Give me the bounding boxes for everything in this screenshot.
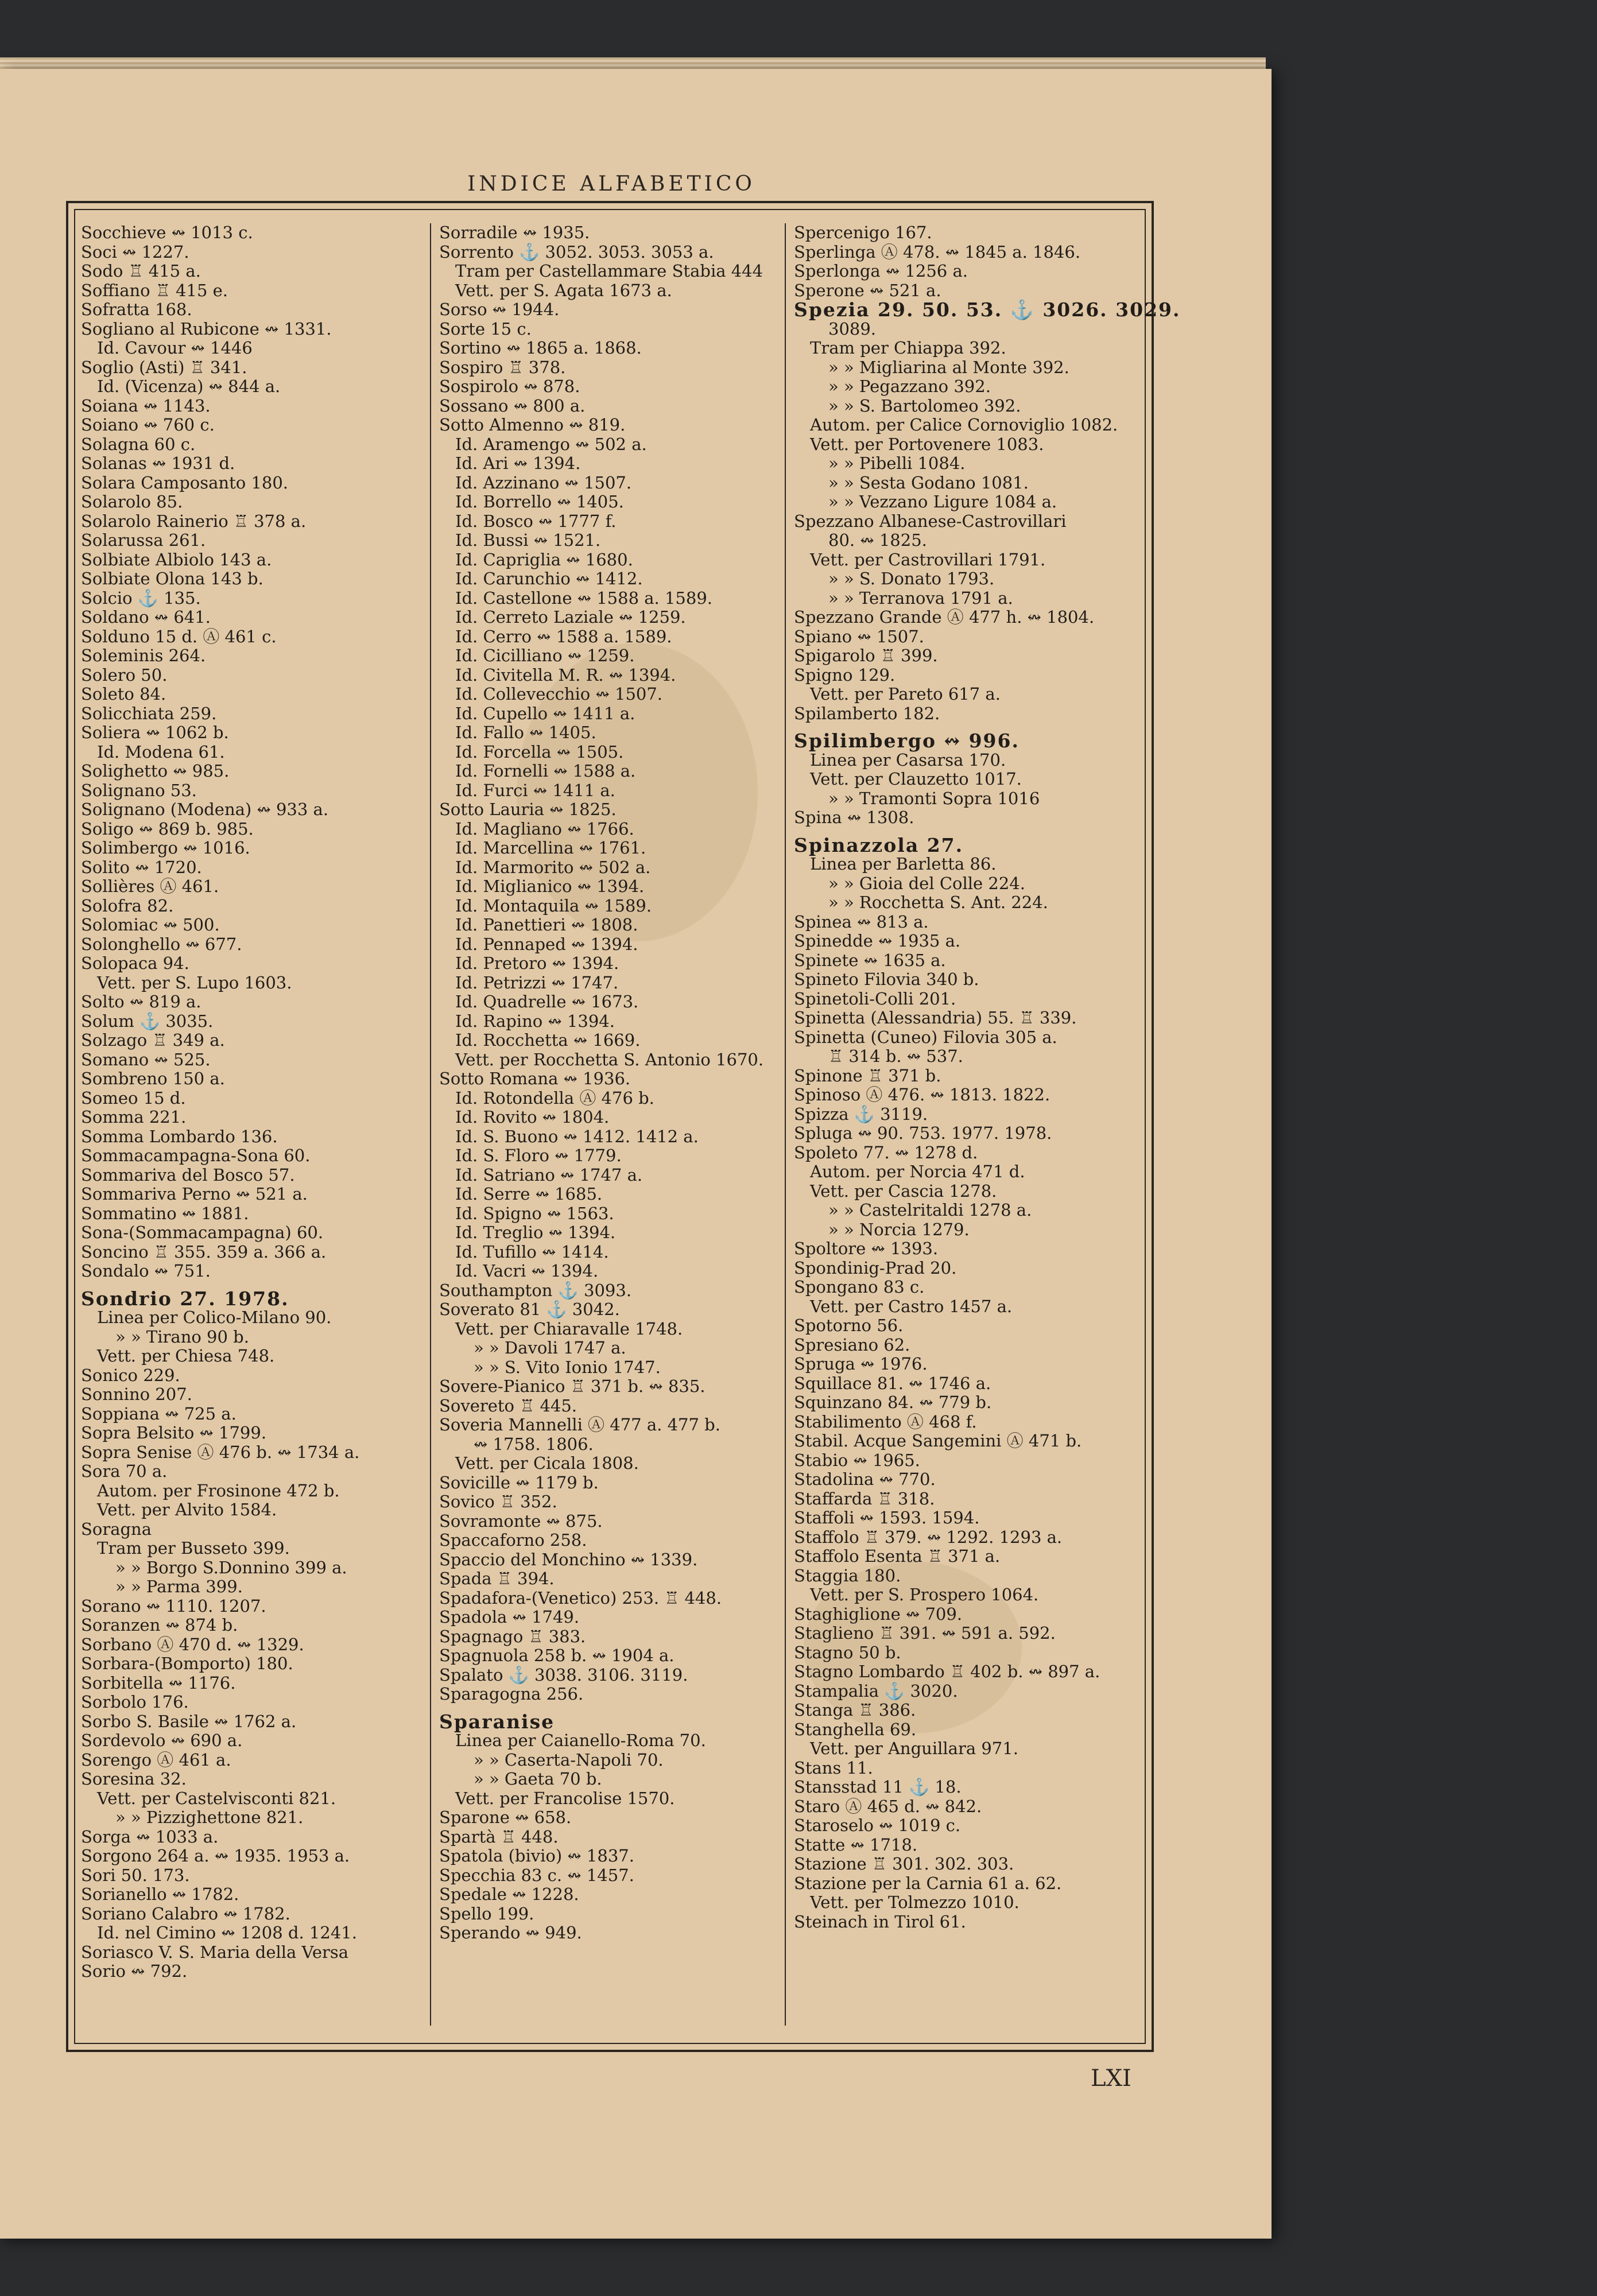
index-entry: Autom. per Frosinone 472 b. [97, 1480, 340, 1500]
index-entry: Solarolo Rainerio ♖ 378 a. [81, 511, 307, 531]
index-entry: Autom. per Calice Cornoviglio 1082. [810, 415, 1118, 435]
index-entry: Sperando ↭ 949. [439, 1923, 582, 1942]
index-entry: Socchieve ↭ 1013 c. [81, 223, 253, 242]
index-entry: » » Terranova 1791 a. [828, 588, 1013, 608]
index-entry: Soriano Calabro ↭ 1782. [81, 1903, 290, 1923]
index-entry: Spigno 129. [794, 665, 896, 685]
index-entry: Sperlonga ↭ 1256 a. [794, 261, 968, 281]
index-entry: Sorso ↭ 1944. [439, 300, 560, 319]
index-entry: Stazione ♖ 301. 302. 303. [794, 1854, 1014, 1874]
index-entry: Staffoli ↭ 1593. 1594. [794, 1508, 980, 1527]
index-entry: Vett. per S. Prospero 1064. [810, 1585, 1039, 1604]
index-entry: Id. Miglianico ↭ 1394. [455, 876, 645, 896]
index-entry: Sopra Belsito ↭ 1799. [81, 1423, 267, 1442]
index-entry: Stampalia ⚓ 3020. [794, 1681, 958, 1701]
index-entry: Solcio ⚓ 135. [81, 588, 201, 608]
index-entry: Id. Castellone ↭ 1588 a. 1589. [455, 588, 712, 608]
index-entry: » » Norcia 1279. [828, 1219, 970, 1239]
index-entry: Sospiro ♖ 378. [439, 357, 566, 377]
index-entry: Vett. per Francolise 1570. [455, 1788, 675, 1808]
index-entry: Id. Azzinano ↭ 1507. [455, 472, 632, 492]
index-entry: Linea per Casarsa 170. [810, 750, 1006, 770]
index-entry: Spondinig-Prad 20. [794, 1258, 957, 1278]
index-entry: Sogliano al Rubicone ↭ 1331. [81, 319, 332, 339]
index-entry: Sparanise [439, 1710, 555, 1733]
index-entry: Sorianello ↭ 1782. [81, 1884, 239, 1904]
index-entry: Spezzano Albanese-Castrovillari [794, 511, 1067, 531]
index-entry: Id. Treglio ↭ 1394. [455, 1223, 616, 1242]
index-entry: Solbiate Olona 143 b. [81, 569, 263, 588]
index-entry: Sorrento ⚓ 3052. 3053. 3053 a. [439, 242, 714, 262]
index-entry: Steinach in Tirol 61. [794, 1911, 966, 1932]
index-entry: » » S. Bartolomeo 392. [828, 395, 1021, 416]
index-entry: » » Vezzano Ligure 1084 a. [828, 492, 1057, 511]
index-entry: Id. Marcellina ↭ 1761. [455, 838, 646, 858]
index-entry: Stabio ↭ 1965. [794, 1450, 920, 1470]
index-entry: Spedale ↭ 1228. [439, 1884, 579, 1904]
index-entry: Spizza ⚓ 3119. [794, 1104, 928, 1124]
index-entry: Sommariva Perno ↭ 521 a. [81, 1184, 308, 1204]
index-entry: Spalato ⚓ 3038. 3106. 3119. [439, 1665, 688, 1685]
index-entry: Sorte 15 c. [439, 319, 532, 339]
index-entry: Id. Rovito ↭ 1804. [455, 1107, 610, 1127]
index-entry: Stansstad 11 ⚓ 18. [794, 1777, 962, 1797]
index-entry: Sommatino ↭ 1881. [81, 1203, 249, 1223]
index-entry: Sodo ♖ 415 a. [81, 261, 201, 281]
index-entry: Id. Pretoro ↭ 1394. [455, 953, 619, 973]
index-entry: Autom. per Norcia 471 d. [810, 1162, 1025, 1181]
index-entry: Sorbolo 176. [81, 1692, 189, 1712]
index-entry: Spello 199. [439, 1903, 534, 1923]
index-entry: Id. Magliano ↭ 1766. [455, 819, 634, 839]
index-entry: Spinea ↭ 813 a. [794, 912, 929, 932]
index-entry: Somma 221. [81, 1107, 187, 1127]
index-entry: Id. Quadrelle ↭ 1673. [455, 992, 639, 1011]
index-entry: Sorbara-(Bomporto) 180. [81, 1654, 293, 1673]
index-entry: 80. ↭ 1825. [828, 530, 927, 550]
index-entry: Soci ↭ 1227. [81, 242, 189, 262]
index-entry: Stagno 50 b. [794, 1642, 901, 1662]
index-entry: Vett. per Chiesa 748. [97, 1346, 275, 1366]
index-entry: Spoltore ↭ 1393. [794, 1239, 939, 1258]
index-entry: Stazione per la Carnia 61 a. 62. [794, 1873, 1062, 1893]
index-entry: Soiano ↭ 760 c. [81, 415, 215, 435]
index-entry: » » Gaeta 70 b. [474, 1769, 602, 1789]
index-entry: Spilamberto 182. [794, 703, 940, 723]
index-entry: Spadafora-(Venetico) 253. ♖ 448. [439, 1588, 722, 1608]
index-entry: » » Pegazzano 392. [828, 377, 991, 396]
index-entry: Squinzano 84. ↭ 779 b. [794, 1393, 992, 1412]
index-entry: Id. Pennaped ↭ 1394. [455, 934, 638, 954]
index-entry: » » Tramonti Sopra 1016 [828, 788, 1040, 808]
index-entry: » » Migliarina al Monte 392. [828, 357, 1069, 377]
index-entry: Spresiano 62. [794, 1335, 910, 1355]
index-entry: Specchia 83 c. ↭ 1457. [439, 1865, 634, 1885]
index-entry: » » Pibelli 1084. [828, 453, 966, 473]
index-entry: » » S. Vito Ionio 1747. [474, 1357, 661, 1377]
index-entry: Solignano (Modena) ↭ 933 a. [81, 800, 329, 819]
index-entry: Id. Bussi ↭ 1521. [455, 530, 601, 550]
index-entry: Id. Spigno ↭ 1563. [455, 1203, 614, 1223]
index-entry: Sorio ↭ 792. [81, 1961, 188, 1981]
index-entry: Id. nel Cimino ↭ 1208 d. 1241. [97, 1923, 357, 1942]
index-entry: Spada ♖ 394. [439, 1569, 555, 1588]
index-entry: Sorga ↭ 1033 a. [81, 1826, 219, 1847]
index-entry: Id. Fallo ↭ 1405. [455, 723, 596, 742]
index-entry: Id. Fornelli ↭ 1588 a. [455, 761, 636, 781]
index-entry: Solagna 60 c. [81, 434, 196, 454]
index-entry: Id. Collevecchio ↭ 1507. [455, 684, 663, 704]
index-entry: Vett. per S. Agata 1673 a. [455, 280, 672, 300]
index-entry: » » Davoli 1747 a. [474, 1338, 626, 1358]
index-entry: Soiana ↭ 1143. [81, 395, 211, 416]
index-entry: » » Tirano 90 b. [115, 1327, 249, 1347]
index-entry: Sorbano Ⓐ 470 d. ↭ 1329. [81, 1634, 304, 1654]
index-entry: Id. Furci ↭ 1411 a. [455, 780, 615, 800]
index-entry: Solimbergo ↭ 1016. [81, 838, 250, 858]
index-entry: Spineto Filovia 340 b. [794, 969, 979, 989]
index-entry: Stabil. Acque Sangemini Ⓐ 471 b. [794, 1431, 1082, 1450]
index-entry: Sondrio 27. 1978. [81, 1287, 289, 1310]
index-entry: Staffolo Esenta ♖ 371 a. [794, 1546, 1001, 1566]
index-entry: Sofratta 168. [81, 300, 192, 319]
index-entry: Id. Civitella M. R. ↭ 1394. [455, 665, 676, 685]
index-entry: Vett. per Clauzetto 1017. [810, 769, 1022, 789]
index-entry: Solonghello ↭ 677. [81, 934, 242, 954]
index-entry: » » Borgo S.Donnino 399 a. [115, 1557, 347, 1577]
index-entry: Spinete ↭ 1635 a. [794, 950, 946, 970]
index-entry: Id. Cupello ↭ 1411 a. [455, 703, 635, 723]
index-entry: Vett. per Castelvisconti 821. [97, 1788, 336, 1808]
index-entry: Spinedde ↭ 1935 a. [794, 931, 961, 951]
index-entry: Stanga ♖ 386. [794, 1700, 916, 1720]
index-entry: Id. Ari ↭ 1394. [455, 453, 581, 473]
index-entry: Soveria Mannelli Ⓐ 477 a. 477 b. [439, 1415, 720, 1434]
index-entry: Spadola ↭ 1749. [439, 1607, 580, 1627]
index-entry: Solito ↭ 1720. [81, 857, 202, 877]
index-entry: Stagno Lombardo ♖ 402 b. ↭ 897 a. [794, 1662, 1100, 1681]
index-entry: Soragna [81, 1519, 152, 1539]
index-entry: Id. Montaquila ↭ 1589. [455, 895, 652, 916]
index-entry: Id. Cavour ↭ 1446 [97, 338, 253, 358]
index-entry: Spongano 83 c. [794, 1277, 925, 1297]
index-entry: Sovicille ↭ 1179 b. [439, 1472, 599, 1492]
index-entry: Sorano ↭ 1110. 1207. [81, 1596, 266, 1616]
index-entry: Spinoso Ⓐ 476. ↭ 1813. 1822. [794, 1085, 1051, 1104]
index-entry: » » Castelritaldi 1278 a. [828, 1200, 1032, 1220]
index-entry: Spatola (bivio) ↭ 1837. [439, 1846, 634, 1865]
index-entry: Spinone ♖ 371 b. [794, 1065, 941, 1085]
index-entry: Sordevolo ↭ 690 a. [81, 1731, 243, 1750]
index-entry: Id. Vacri ↭ 1394. [455, 1261, 599, 1281]
index-entry: Solduno 15 d. Ⓐ 461 c. [81, 626, 277, 646]
index-entry: Sparagogna 256. [439, 1684, 584, 1704]
index-entry: Spinazzola 27. [794, 833, 964, 856]
index-entry: Soleminis 264. [81, 646, 206, 665]
index-entry: Solto ↭ 819 a. [81, 992, 201, 1011]
index-entry: Solara Camposanto 180. [81, 472, 289, 492]
index-entry: Spagnago ♖ 383. [439, 1626, 586, 1646]
index-entry: Solzago ♖ 349 a. [81, 1030, 225, 1050]
index-entry: Linea per Caianello-Roma 70. [455, 1731, 706, 1750]
index-entry: Id. (Vicenza) ↭ 844 a. [97, 377, 281, 396]
index-entry: Id. Forcella ↭ 1505. [455, 742, 624, 762]
index-entry: Id. Tufillo ↭ 1414. [455, 1242, 609, 1262]
index-entry: Spinetta (Alessandria) 55. ♖ 339. [794, 1008, 1077, 1027]
index-entry: Vett. per Cicala 1808. [455, 1453, 639, 1473]
index-entry: Staglieno ♖ 391. ↭ 591 a. 592. [794, 1623, 1056, 1643]
index-entry: Staroselo ↭ 1019 c. [794, 1816, 961, 1835]
index-entry: Id. Cerro ↭ 1588 a. 1589. [455, 626, 672, 646]
index-entry: Vett. per S. Lupo 1603. [97, 972, 292, 992]
index-entry: Sorradile ↭ 1935. [439, 223, 590, 242]
index-entry: Id. Rotondella Ⓐ 476 b. [455, 1088, 654, 1108]
index-entry: Staghiglione ↭ 709. [794, 1604, 963, 1624]
index-entry: Tram per Chiappa 392. [810, 338, 1006, 358]
index-entry: Southampton ⚓ 3093. [439, 1280, 632, 1300]
index-entry: Tram per Busseto 399. [97, 1538, 290, 1558]
index-column-1 [81, 223, 420, 2026]
index-entry: Spigarolo ♖ 399. [794, 646, 938, 665]
index-entry: Soffiano ♖ 415 e. [81, 280, 228, 300]
index-entry: Soldano ↭ 641. [81, 607, 211, 627]
index-entry: Vett. per Alvito 1584. [97, 1500, 277, 1519]
index-entry: Vett. per Cascia 1278. [810, 1181, 997, 1201]
index-entry: Sommacampagna-Sona 60. [81, 1146, 311, 1165]
index-entry: 3089. [828, 319, 877, 339]
index-entry: Sotto Romana ↭ 1936. [439, 1069, 631, 1088]
index-entry: Spiano ↭ 1507. [794, 626, 924, 646]
index-entry: Id. Panettieri ↭ 1808. [455, 915, 638, 934]
index-entry: Solbiate Albiolo 143 a. [81, 549, 272, 569]
index-entry: Solignano 53. [81, 780, 197, 800]
index-entry: Id. Capriglia ↭ 1680. [455, 549, 633, 569]
index-entry: Staffolo ♖ 379. ↭ 1292. 1293 a. [794, 1527, 1063, 1547]
index-entry: Solicchiata 259. [81, 703, 217, 723]
index-entry: Vett. per Castro 1457 a. [810, 1296, 1013, 1316]
index-entry: Stabilimento Ⓐ 468 f. [794, 1411, 977, 1432]
index-entry: Spluga ↭ 90. 753. 1977. 1978. [794, 1123, 1052, 1143]
index-entry: Sonico 229. [81, 1365, 180, 1385]
index-entry: Sollières Ⓐ 461. [81, 876, 219, 896]
index-entry: Soglio (Asti) ♖ 341. [81, 357, 247, 377]
index-entry: Id. Rocchetta ↭ 1669. [455, 1030, 641, 1050]
index-entry: Vett. per Castrovillari 1791. [810, 549, 1046, 569]
index-entry: » » Parma 399. [115, 1577, 243, 1596]
index-entry: Stanghella 69. [794, 1719, 917, 1739]
index-entry: Spartà ♖ 448. [439, 1826, 559, 1847]
index-entry: Spinetta (Cuneo) Filovia 305 a. [794, 1027, 1057, 1047]
index-entry: Sondalo ↭ 751. [81, 1261, 211, 1281]
index-entry: Staro Ⓐ 465 d. ↭ 842. [794, 1796, 982, 1816]
index-entry: Id. Aramengo ↭ 502 a. [455, 434, 647, 454]
index-entry: Vett. per Rocchetta S. Antonio 1670. [455, 1049, 764, 1069]
index-entry: Soppiana ↭ 725 a. [81, 1403, 237, 1424]
index-entry: Sommariva del Bosco 57. [81, 1165, 295, 1185]
index-entry: Solero 50. [81, 665, 168, 685]
index-entry: Soresina 32. [81, 1769, 187, 1789]
index-entry: Sossano ↭ 800 a. [439, 395, 586, 416]
index-entry: Spoleto 77. ↭ 1278 d. [794, 1142, 978, 1162]
index-entry: » » S. Donato 1793. [828, 569, 995, 588]
index-entry: Stans 11. [794, 1758, 873, 1778]
index-entry: Soverato 81 ⚓ 3042. [439, 1300, 620, 1319]
index-entry: Id. Serre ↭ 1685. [455, 1184, 603, 1204]
index-entry: Solarussa 261. [81, 530, 206, 550]
index-column-3 [785, 223, 1181, 2026]
index-entry: Id. S. Buono ↭ 1412. 1412 a. [455, 1126, 699, 1146]
index-entry: Spinetoli-Colli 201. [794, 988, 956, 1009]
index-entry: » » Sesta Godano 1081. [828, 472, 1029, 492]
index-entry: Vett. per Anguillara 971. [810, 1739, 1018, 1758]
index-entry: ♖ 314 b. ↭ 537. [828, 1046, 963, 1066]
index-entry: Soncino ♖ 355. 359 a. 366 a. [81, 1242, 327, 1262]
index-entry: Id. Cerreto Laziale ↭ 1259. [455, 607, 686, 627]
index-entry: Linea per Colico-Milano 90. [97, 1308, 332, 1327]
index-entry: Spruga ↭ 1976. [794, 1354, 928, 1374]
index-entry: Soranzen ↭ 874 b. [81, 1615, 238, 1635]
index-entry: » » Pizzighettone 821. [115, 1808, 304, 1827]
index-entry: Spagnuola 258 b. ↭ 1904 a. [439, 1646, 675, 1665]
index-entry: Sospirolo ↭ 878. [439, 377, 580, 396]
index-entry: Sotto Lauria ↭ 1825. [439, 800, 617, 819]
index-entry: Sperone ↭ 521 a. [794, 280, 941, 300]
index-entry: Soleto 84. [81, 684, 166, 704]
index-entry: Sorbitella ↭ 1176. [81, 1673, 236, 1693]
index-entry: Id. Borrello ↭ 1405. [455, 492, 624, 511]
index-entry: Sovere-Pianico ♖ 371 b. ↭ 835. [439, 1376, 706, 1396]
index-entry: Sparone ↭ 658. [439, 1808, 572, 1827]
index-entry: Sorengo Ⓐ 461 a. [81, 1750, 231, 1770]
index-entry: Sovereto ♖ 445. [439, 1395, 577, 1415]
index-entry: Sovico ♖ 352. [439, 1492, 557, 1511]
index-entry: Sora 70 a. [81, 1461, 168, 1481]
index-entry: Id. Marmorito ↭ 502 a. [455, 857, 651, 877]
index-entry: Stadolina ↭ 770. [794, 1469, 936, 1489]
index-entry: Staffarda ♖ 318. [794, 1488, 935, 1508]
index-entry: Id. Rapino ↭ 1394. [455, 1011, 615, 1031]
index-entry: Solarolo 85. [81, 492, 183, 511]
index-frame [66, 201, 1181, 2052]
index-entry: Id. Petrizzi ↭ 1747. [455, 972, 619, 992]
index-entry: Solopaca 94. [81, 953, 189, 973]
index-entry: Id. Carunchio ↭ 1412. [455, 569, 643, 588]
index-entry: Sonnino 207. [81, 1384, 192, 1404]
index-column-2 [430, 223, 774, 2026]
index-entry: » » Rocchetta S. Ant. 224. [828, 893, 1048, 912]
index-entry: Sona-(Sommacampagna) 60. [81, 1223, 324, 1242]
index-entry: Id. Bosco ↭ 1777 f. [455, 511, 617, 531]
index-entry: Sorgono 264 a. ↭ 1935. 1953 a. [81, 1846, 350, 1865]
index-entry: Spaccaforno 258. [439, 1530, 587, 1550]
index-entry: » » Caserta-Napoli 70. [474, 1750, 664, 1770]
index-entry: Vett. per Chiaravalle 1748. [455, 1318, 683, 1339]
index-entry: Spercenigo 167. [794, 223, 932, 242]
index-entry: Sorbo S. Basile ↭ 1762 a. [81, 1711, 297, 1731]
index-entry: Id. Modena 61. [97, 742, 225, 762]
index-entry: Id. Satriano ↭ 1747 a. [455, 1165, 643, 1185]
index-entry: Solighetto ↭ 985. [81, 761, 230, 781]
index-entry: Squillace 81. ↭ 1746 a. [794, 1373, 991, 1393]
index-entry: Linea per Barletta 86. [810, 854, 997, 874]
index-entry: Statte ↭ 1718. [794, 1835, 918, 1855]
index-entry: Sortino ↭ 1865 a. 1868. [439, 338, 642, 358]
index-entry: Spotorno 56. [794, 1316, 904, 1335]
index-entry: Spilimbergo ↭ 996. [794, 730, 1020, 752]
index-entry: Vett. per Portovenere 1083. [810, 434, 1044, 454]
index-entry: Spezzano Grande Ⓐ 477 h. ↭ 1804. [794, 607, 1095, 627]
index-entry: Solanas ↭ 1931 d. [81, 453, 235, 473]
index-entry: Vett. per Pareto 617 a. [810, 684, 1001, 704]
index-entry: Solomiac ↭ 500. [81, 915, 220, 934]
index-entry: Soligo ↭ 869 b. 985. [81, 819, 254, 839]
index-entry: Somma Lombardo 136. [81, 1126, 278, 1146]
index-entry: Sombreno 150 a. [81, 1069, 225, 1088]
index-entry: » » Gioia del Colle 224. [828, 873, 1025, 893]
page-number: LXI [1091, 2065, 1131, 2092]
index-entry: Solum ⚓ 3035. [81, 1011, 214, 1031]
index-entry: Id. Cicilliano ↭ 1259. [455, 646, 635, 665]
index-entry: Spezia 29. 50. 53. ⚓ 3026. 3029. [794, 298, 1181, 321]
index-entry: Sovramonte ↭ 875. [439, 1511, 603, 1531]
page-header: INDICE ALFABETICO [467, 172, 755, 196]
index-entry: Sperlinga Ⓐ 478. ↭ 1845 a. 1846. [794, 242, 1081, 262]
index-entry: Sopra Senise Ⓐ 476 b. ↭ 1734 a. [81, 1442, 360, 1462]
index-entry: Id. S. Floro ↭ 1779. [455, 1146, 622, 1165]
index-entry: Spaccio del Monchino ↭ 1339. [439, 1549, 698, 1569]
index-entry: Spina ↭ 1308. [794, 808, 914, 827]
index-entry: Sori 50. 173. [81, 1865, 190, 1885]
index-entry: Staggia 180. [794, 1565, 901, 1585]
index-entry: ↭ 1758. 1806. [474, 1434, 594, 1454]
index-entry: Somano ↭ 525. [81, 1049, 211, 1069]
index-entry: Soliera ↭ 1062 b. [81, 723, 229, 742]
index-entry: Solofra 82. [81, 895, 174, 916]
index-entry: Soriasco V. S. Maria della Versa [81, 1942, 349, 1962]
index-entry: Sotto Almenno ↭ 819. [439, 415, 626, 435]
index-entry: Someo 15 d. [81, 1088, 186, 1108]
index-entry: Vett. per Tolmezzo 1010. [810, 1892, 1020, 1912]
index-entry: Tram per Castellammare Stabia 444 [455, 261, 763, 281]
